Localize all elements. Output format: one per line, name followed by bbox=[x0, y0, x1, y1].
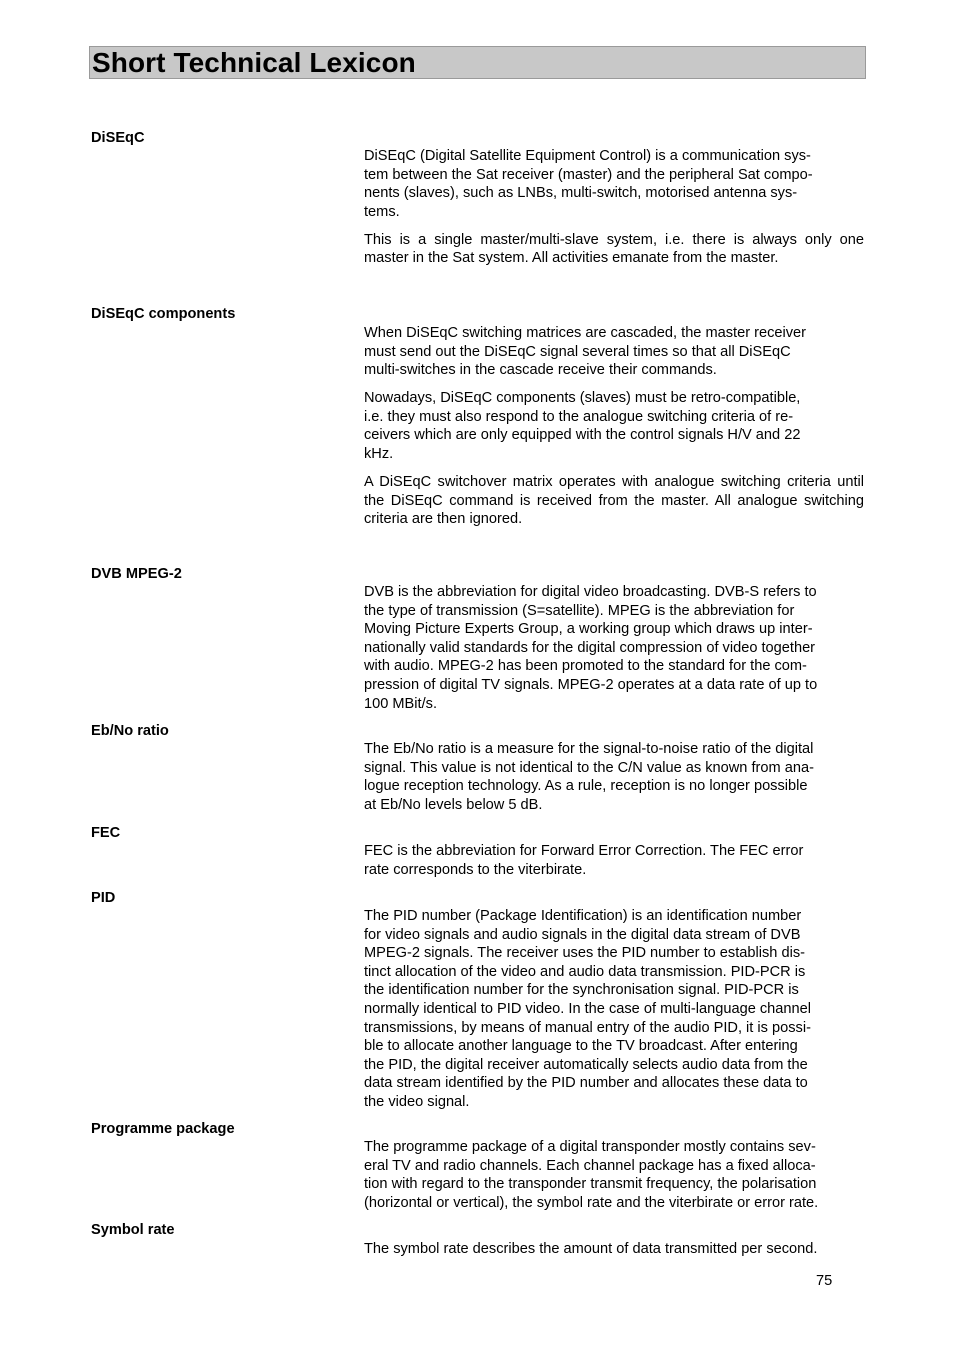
definition-paragraph: DiSEqC (Digital Satellite Equipment Control) is a communication sys- tem between the Sat receiver (master) and the peripheral Sat compo- nents (slaves), such as LNBs, multi-switch, motorised antenna sys- tems. bbox=[364, 148, 813, 220]
definition-paragraph: FEC is the abbreviation for Forward Error Correction. The FEC error rate corresponds to the viterbirate. bbox=[364, 843, 804, 878]
definition-symbol-rate bbox=[364, 1240, 864, 1268]
definition-paragraph: The programme package of a digital transponder mostly contains sev- eral TV and radio channels. Each channel package has a fixed alloca- tion with regard to the transponder transmit frequency, the polarisation (horizontal or vertical), the symbol rate and the viterbirate or error rate. bbox=[364, 1139, 819, 1211]
definition-paragraph: A DiSEqC switchover matrix operates with analogue switching criteria until the DiSEqC command is received from the master. All analogue switching criteria are then ignored. bbox=[364, 474, 864, 528]
definition-paragraph: The PID number (Package Identification) is an identification number for video signals and audio signals in the digital data stream of DVB MPEG-2 signals. The receiver uses the PID number to establish dis- tinct allocation of the video and audio data transmission. PID-PCR is the identification number for the synchronisation signal. PID-PCR is normally identical to PID video. In the case of multi-language channel transmissions, by means of manual entry of the audio PID, it is possi- ble to allocate another language to the TV broadcast. After entering the PID, the digital receiver automatically selects audio data from the data stream identified by the PID number and allocates these data to the video signal. bbox=[364, 908, 811, 1110]
definition-dvb-mpeg-2 bbox=[364, 583, 864, 723]
definition-pid bbox=[364, 907, 864, 1121]
term-pid: PID bbox=[91, 890, 116, 906]
term-eb-no-ratio: Eb/No ratio bbox=[91, 723, 169, 739]
definition-eb-no-ratio bbox=[364, 740, 864, 824]
term-symbol-rate: Symbol rate bbox=[91, 1222, 175, 1238]
term-programme-package: Programme package bbox=[91, 1121, 235, 1137]
definition-paragraph: This is a single master/multi-slave system, i.e. there is always only one master in the Sat system. All activities emanate from the master. bbox=[364, 231, 864, 267]
definition-diseqc-components bbox=[364, 324, 864, 538]
definition-paragraph: Nowadays, DiSEqC components (slaves) must be retro-compatible, i.e. they must also respond to the analogue switching criteria of re- ceivers which are only equipped with the control signals H/V and 22 kHz. bbox=[364, 390, 801, 463]
definition-paragraph: The symbol rate describes the amount of data transmitted per second. bbox=[364, 1241, 818, 1257]
page-title: Short Technical Lexicon bbox=[92, 47, 416, 78]
definition-paragraph: DVB is the abbreviation for digital video broadcasting. DVB-S refers to the type of transmission (S=satellite). MPEG is the abbreviation for Moving Picture Experts Group, a working group which draws up inter- nationally valid standards for the digital compression of video together with audio. MPEG-2 has been promoted to the standard for the com- pression of digital TV signals. MPEG-2 operates at a data rate of up to 100 MBit/s. bbox=[364, 584, 818, 712]
definition-diseqc bbox=[364, 147, 864, 278]
definition-paragraph: When DiSEqC switching matrices are cascaded, the master receiver must send out the DiSEqC signal several times so that all DiSEqC multi-switches in the cascade receive their commands. bbox=[364, 325, 807, 379]
term-dvb-mpeg-2: DVB MPEG-2 bbox=[91, 566, 182, 582]
definition-fec bbox=[364, 842, 864, 889]
term-fec: FEC bbox=[91, 825, 121, 841]
page-title-bar bbox=[89, 46, 866, 79]
definition-paragraph: The Eb/No ratio is a measure for the signal-to-noise ratio of the digital signal. This value is not identical to the C/N value as known from ana- logue reception technology. As a rule, reception is no longer possible at Eb/No levels below 5 dB. bbox=[364, 741, 814, 813]
term-diseqc: DiSEqC bbox=[91, 130, 145, 146]
page-number: 75 bbox=[816, 1273, 833, 1289]
term-diseqc-components: DiSEqC components bbox=[91, 306, 236, 322]
definition-programme-package bbox=[364, 1138, 864, 1222]
